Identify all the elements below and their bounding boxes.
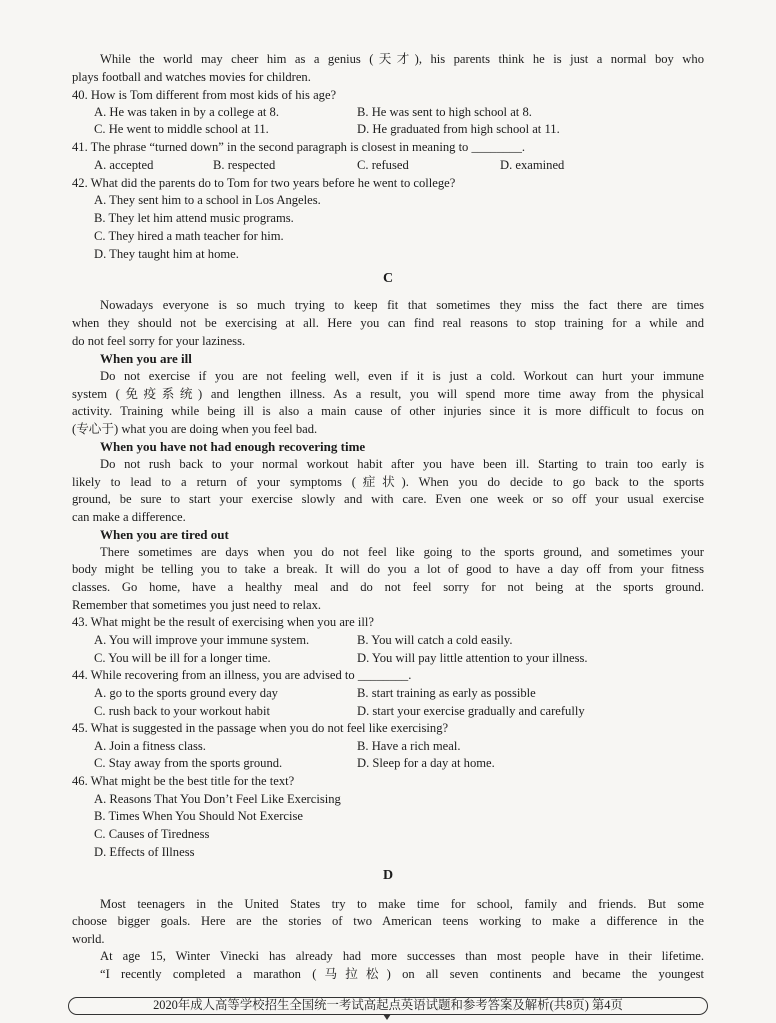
section-c-intro-line: when they should not be exercising at all. Here you can find real reasons to stop training for a while and [72, 316, 704, 330]
question-46-option-b: B. Times When You Should Not Exercise [94, 809, 303, 823]
subheading-tired: When you are tired out [100, 527, 229, 542]
question-42-option-d: D. They taught him at home. [94, 247, 239, 261]
question-42-option-c: C. They hired a math teacher for him. [94, 229, 284, 243]
question-40-option-b: B. He was sent to high school at 8. [357, 105, 532, 119]
question-46-option-c: C. Causes of Tiredness [94, 827, 210, 841]
passage-b-line: While the world may cheer him as a genius (天才), his parents think he is just a normal boy who [100, 52, 704, 66]
subsection-tired-line: Remember that sometimes you just need to relax. [72, 598, 322, 612]
question-43-option-b: B. You will catch a cold easily. [357, 633, 513, 647]
subsection-ill-line: activity. Training while being ill is also a main cause of other injuries since it is more difficult to focus on [72, 404, 704, 418]
question-42-option-a: A. They sent him to a school in Los Angeles. [94, 193, 321, 207]
section-c-label: C [382, 271, 394, 286]
section-c-intro-line: Nowadays everyone is so much trying to keep fit that sometimes they miss the fact there are times [100, 298, 704, 312]
section-d-line: Most teenagers in the United States try to make time for school, family and friends. But some [100, 897, 704, 911]
subsection-recovering-line: can make a difference. [72, 510, 186, 524]
question-44-option-c: C. rush back to your workout habit [94, 704, 270, 718]
section-d-line: At age 15, Winter Vinecki has already had more successes than most people have in their lifetime. [100, 949, 704, 963]
subsection-ill-line: (专心于) what you are doing when you feel bad. [72, 422, 318, 436]
question-44-option-d: D. start your exercise gradually and carefully [357, 704, 585, 718]
question-46-option-a: A. Reasons That You Don’t Feel Like Exercising [94, 792, 341, 806]
question-42-stem: 42. What did the parents do to Tom for two years before he went to college? [72, 176, 456, 190]
question-45-option-b: B. Have a rich meal. [357, 739, 461, 753]
subheading-recovering: When you have not had enough recovering time [100, 439, 366, 454]
triangle-down-icon [383, 1014, 391, 1020]
passage-b-line: plays football and watches movies for children. [72, 70, 311, 84]
section-d-line: choose bigger goals. Here are the stories of two American teens working to make a difference in the [72, 914, 704, 928]
question-40-option-d: D. He graduated from high school at 11. [357, 122, 560, 136]
subsection-recovering-line: likely to lead to a return of your symptoms (症状). When you do decide to go back to the sports [72, 475, 704, 489]
question-41-stem: 41. The phrase “turned down” in the second paragraph is closest in meaning to ________. [72, 140, 526, 154]
page-footer: 2020年成人高等学校招生全国统一考试高起点英语试题和参考答案及解析(共8页) 第4页 [68, 997, 708, 1015]
question-45-option-a: A. Join a fitness class. [94, 739, 206, 753]
question-46-option-d: D. Effects of Illness [94, 845, 195, 859]
question-41-option-b: B. respected [213, 158, 276, 172]
question-42-option-b: B. They let him attend music programs. [94, 211, 294, 225]
subheading-ill: When you are ill [100, 351, 192, 366]
section-d-line: world. [72, 932, 105, 946]
subsection-tired-line: classes. Go home, have a healthy meal and do not feel sorry for not being at the sports ground. [72, 580, 704, 594]
section-d-line: “I recently completed a marathon (马拉松) on all seven continents and became the youngest [100, 967, 704, 981]
subsection-tired-line: There sometimes are days when you do not feel like going to the sports ground, and sometimes your [100, 545, 704, 559]
subsection-tired-line: body might be telling you to take a break. It will do you a lot of good to have a day off from your fitness [72, 562, 704, 576]
question-43-option-d: D. You will pay little attention to your illness. [357, 651, 588, 665]
question-40-option-c: C. He went to middle school at 11. [94, 122, 269, 136]
question-45-stem: 45. What is suggested in the passage when you do not feel like exercising? [72, 721, 449, 735]
question-43-option-c: C. You will be ill for a longer time. [94, 651, 271, 665]
question-41-option-a: A. accepted [94, 158, 154, 172]
question-45-option-d: D. Sleep for a day at home. [357, 756, 495, 770]
question-43-option-a: A. You will improve your immune system. [94, 633, 310, 647]
question-44-option-b: B. start training as early as possible [357, 686, 536, 700]
question-44-option-a: A. go to the sports ground every day [94, 686, 278, 700]
subsection-ill-line: Do not exercise if you are not feeling well, even if it is just a cold. Workout can hurt your immune [100, 369, 704, 383]
subsection-recovering-line: ground, be sure to start your exercise slowly and with care. Even one week or so off your usual exercise [72, 492, 704, 506]
question-40-option-a: A. He was taken in by a college at 8. [94, 105, 279, 119]
subsection-recovering-line: Do not rush back to your normal workout habit after you have been ill. Starting to train too early is [100, 457, 704, 471]
question-43-stem: 43. What might be the result of exercising when you are ill? [72, 615, 374, 629]
section-d-label: D [382, 868, 394, 883]
subsection-ill-line: system (免疫系统) and lengthen illness. As a result, you will spend more time away from the physical [72, 387, 704, 401]
section-c-intro-line: do not feel sorry for your laziness. [72, 334, 246, 348]
question-41-option-d: D. examined [500, 158, 565, 172]
question-44-stem: 44. While recovering from an illness, you are advised to ________. [72, 668, 412, 682]
question-46-stem: 46. What might be the best title for the text? [72, 774, 295, 788]
question-40-stem: 40. How is Tom different from most kids of his age? [72, 88, 337, 102]
question-45-option-c: C. Stay away from the sports ground. [94, 756, 283, 770]
question-41-option-c: C. refused [357, 158, 409, 172]
